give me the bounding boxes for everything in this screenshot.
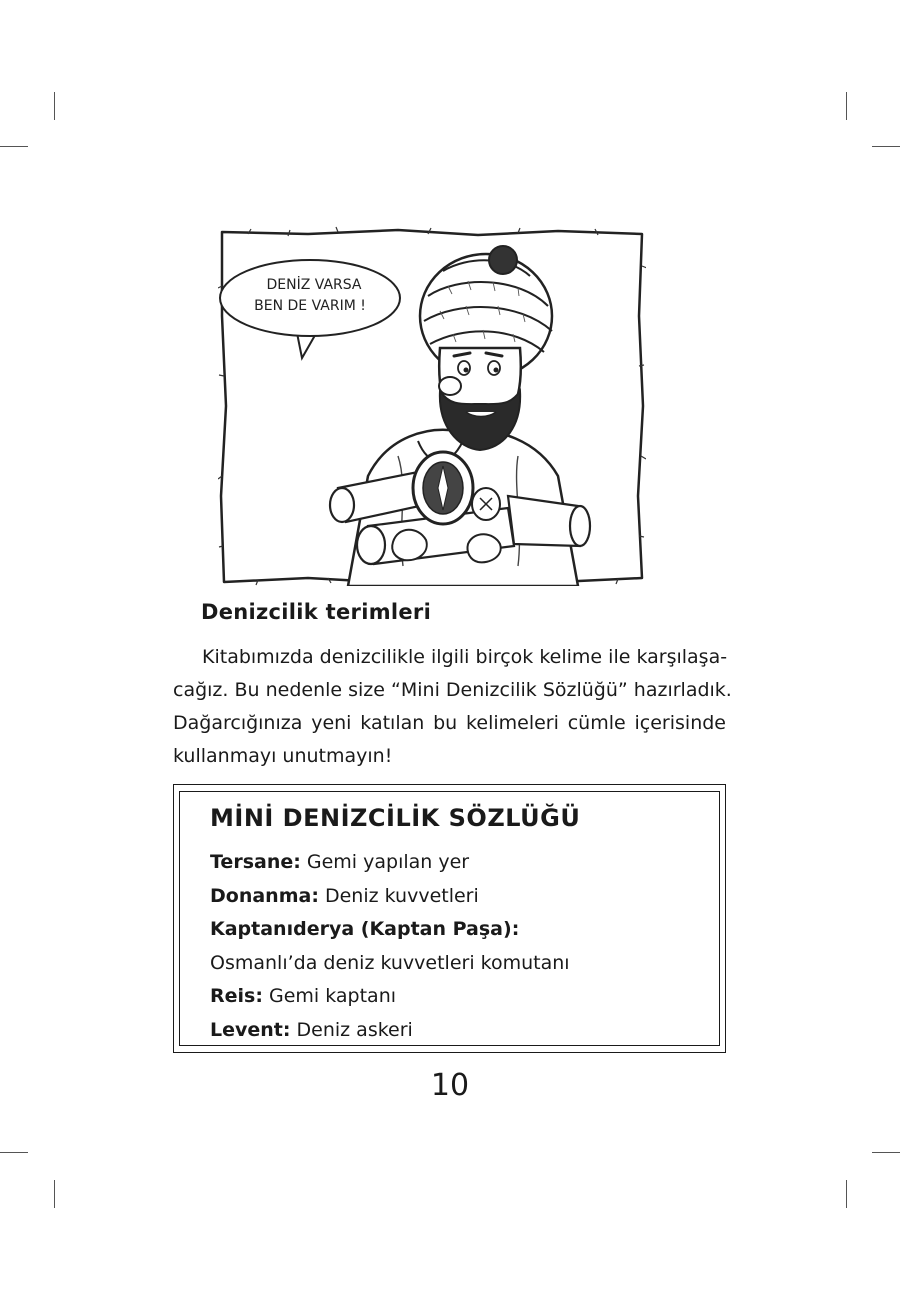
dictionary-entry — [210, 846, 570, 880]
intro-line: cağız. Bu nedenle size “Mini Denizcilik Sözlüğü” hazırladık. — [173, 679, 732, 701]
crop-mark-top-left-horizontal — [0, 146, 28, 147]
cartoon-illustration — [218, 226, 646, 586]
dictionary-entry — [210, 913, 570, 947]
dictionary-term: Tersane: — [210, 851, 301, 873]
intro-line: Kitabımızda denizcilikle ilgili birçok kelime ile karşılaşa- — [202, 646, 728, 668]
crop-mark-bottom-right-vertical — [846, 1180, 847, 1208]
turban-top — [489, 246, 517, 274]
crop-mark-bottom-left-horizontal — [0, 1152, 28, 1153]
mini-dictionary-box — [173, 784, 726, 1053]
intro-line: kullanmayı unutmayın! — [173, 745, 393, 767]
right-eye — [488, 361, 500, 375]
dictionary-entry — [210, 947, 570, 981]
dictionary-term: Donanma: — [210, 884, 319, 907]
left-hand — [392, 530, 427, 561]
intro-paragraph — [173, 641, 732, 773]
dictionary-definition: Gemi yapılan yer — [306, 851, 470, 873]
crop-mark-top-right-vertical — [846, 92, 847, 120]
dictionary-entry — [210, 1014, 570, 1048]
mini-dictionary-inner-frame — [179, 791, 720, 1046]
speech-bubble-line-1: DENİZ VARSA — [266, 277, 362, 293]
dictionary-term: Levent: — [210, 1018, 291, 1041]
crop-mark-bottom-left-vertical — [54, 1180, 55, 1208]
dictionary-entries — [210, 846, 570, 1047]
section-heading: Denizcilik terimleri — [201, 600, 432, 624]
dictionary-title: MİNİ DENİZCİLİK SÖZLÜĞÜ — [210, 804, 581, 832]
dictionary-definition: Deniz kuvvetleri — [324, 884, 479, 907]
crop-mark-bottom-right-horizontal — [872, 1152, 900, 1153]
crop-mark-top-right-horizontal — [872, 146, 900, 147]
dictionary-term: Reis: — [210, 985, 263, 1007]
crop-mark-top-left-vertical — [54, 92, 55, 120]
dictionary-entry — [210, 980, 570, 1014]
nose — [439, 377, 461, 395]
right-hand — [467, 534, 500, 562]
speech-bubble-line-2: BEN DE VARIM ! — [254, 298, 366, 314]
left-eye — [458, 361, 470, 375]
dictionary-term: Kaptanıderya (Kaptan Paşa): — [210, 918, 520, 940]
dictionary-definition: Gemi kaptanı — [268, 985, 397, 1007]
page-number: 10 — [430, 1068, 470, 1103]
dictionary-definition: Osmanlı’da deniz kuvvetleri komutanı — [210, 951, 570, 974]
dictionary-definition: Deniz askeri — [296, 1018, 413, 1041]
intro-line: Dağarcığınıza yeni katılan bu kelimeleri cümle içerisinde — [173, 712, 726, 734]
dictionary-entry — [210, 880, 570, 914]
